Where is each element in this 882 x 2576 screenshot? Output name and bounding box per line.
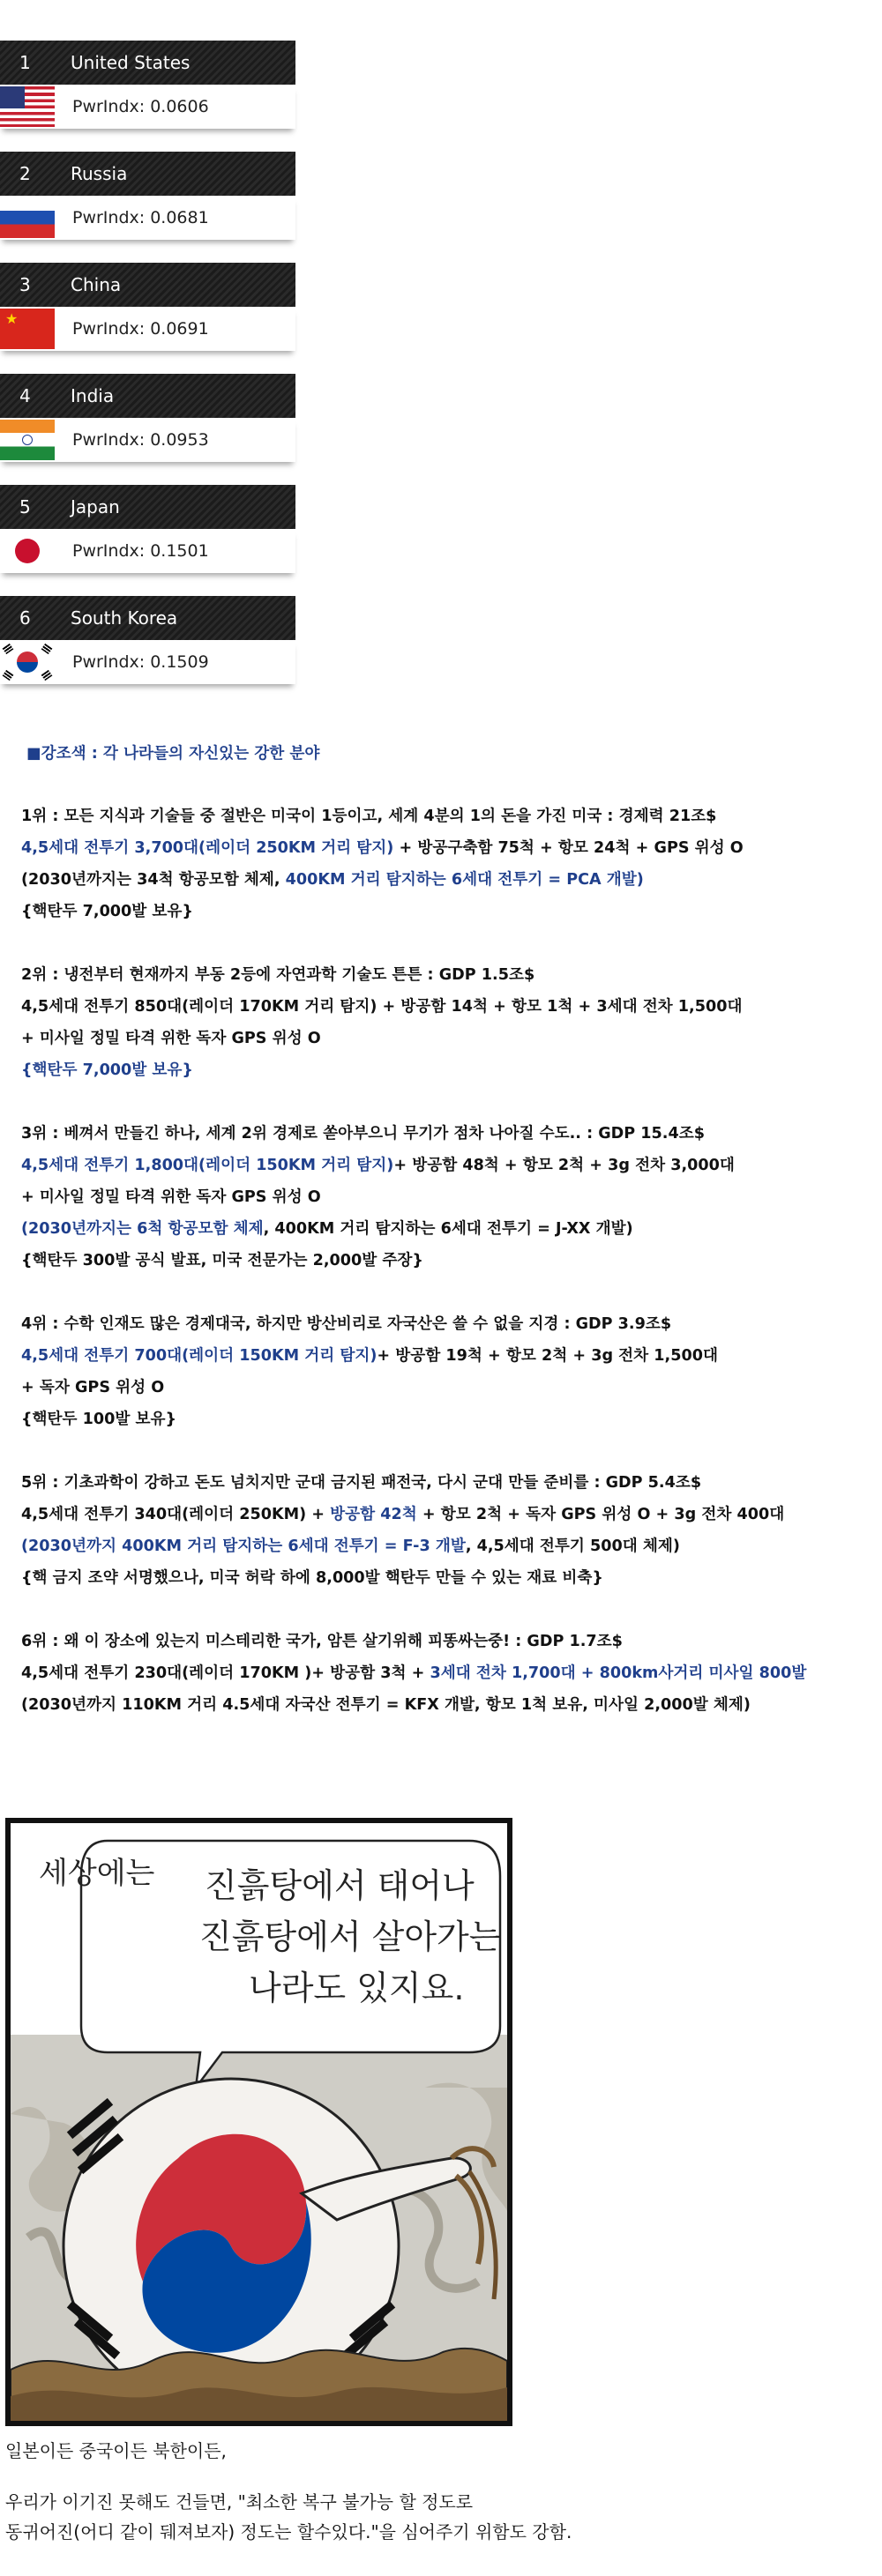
rank2-line3: + 미사일 정밀 타격 위한 독자 GPS 위성 O	[21, 1030, 321, 1047]
rank4-strength: 4,5세대 전투기 700대(레이더 150KM 거리 탐지)	[21, 1347, 377, 1365]
rank-card-body	[0, 307, 295, 351]
power-index: PwrIndx: 0.0691	[72, 319, 209, 339]
rank5-line2-rest: + 항모 2척 + 독자 GPS 위성 O + 3g 전차 400대	[416, 1506, 785, 1523]
rank1-line4: {핵탄두 7,000발 보유}	[21, 903, 193, 920]
rank-card-5	[0, 485, 295, 596]
power-index: PwrIndx: 0.0953	[72, 430, 209, 450]
power-ranking-list	[0, 41, 295, 707]
bubble-text-small: 세상에는	[39, 1856, 155, 1891]
legend-note: ■강조색 : 각 나라들의 자신있는 강한 분야	[26, 745, 320, 763]
rank-number: 1	[19, 52, 31, 73]
rank1-line3-start: (2030년까지는 34척 항공모함 체제,	[21, 871, 286, 889]
country-name: China	[71, 274, 122, 295]
rank-card-header	[0, 596, 295, 640]
rank1-line2	[21, 841, 882, 857]
bubble-text-line1: 진흙탕에서 태어나	[205, 1866, 475, 1905]
rank1-strength-2: 400KM 거리 탐지하는 6세대 전투기 = PCA 개발)	[285, 871, 644, 889]
power-index: PwrIndx: 0.1509	[72, 652, 209, 672]
rank1-line2-rest: + 방공구축함 75척 + 항모 24척 + GPS 위성 O	[393, 839, 744, 857]
country-name: Russia	[71, 163, 128, 184]
rank6-line1: 6위 : 왜 이 장소에 있는지 미스테리한 국가, 암튼 살기위해 피똥싸는중! : GDP 1.7조$	[21, 1633, 623, 1650]
rank-card-header	[0, 263, 295, 307]
rank-card-body	[0, 529, 295, 573]
rank-card-header	[0, 374, 295, 418]
bubble-text-line3: 나라도 있지요.	[249, 1969, 465, 2007]
rank5-line2	[21, 1508, 882, 1523]
rank6-strength: 3세대 전차 1,700대 + 800km사거리 미사일 800발	[430, 1664, 807, 1682]
rank3-line3: + 미사일 정밀 타격 위한 독자 GPS 위성 O	[21, 1188, 321, 1206]
caption-line1: 일본이든 중국이든 북한이든,	[5, 2440, 227, 2461]
rank5-line2-start: 4,5세대 전투기 340대(레이더 250KM) +	[21, 1506, 331, 1523]
rank5-strength: 방공함 42척	[330, 1506, 417, 1523]
rank5-strength-2: (2030년까지 400KM 거리 탐지하는 6세대 전투기 = F-3 개발	[21, 1537, 466, 1555]
rank3-line1: 3위 : 베껴서 만들긴 하나, 세계 2위 경제로 쏟아부으니 무기가 점차 나아질 수도.. : GDP 15.4조$	[21, 1125, 705, 1143]
rank5-line3	[21, 1539, 882, 1555]
caption-line2: 우리가 이기진 못해도 건들면, "최소한 복구 불가능 할 정도로	[5, 2491, 474, 2513]
rank6-line2	[21, 1666, 882, 1682]
rank-number: 4	[19, 385, 31, 406]
korea-flag-icon	[0, 642, 55, 682]
japan-flag-icon	[0, 531, 55, 571]
power-index: PwrIndx: 0.0681	[72, 208, 209, 227]
rank-card-header	[0, 152, 295, 196]
rank2-line2: 4,5세대 전투기 850대(레이더 170KM 거리 탐지) + 방공함 14척 + 항모 1척 + 3세대 전차 1,500대	[21, 998, 743, 1016]
rank5-line4: {핵 금지 조약 서명했으나, 미국 허락 하에 8,000발 핵탄두 만들 수 있는 재료 비축}	[21, 1569, 603, 1587]
us-flag-icon	[0, 86, 55, 127]
taegeuk-icon	[17, 651, 38, 673]
rank-card-body	[0, 640, 295, 684]
country-name: India	[71, 385, 115, 406]
rank-card-2	[0, 152, 295, 263]
rank2-line4: {핵탄두 7,000발 보유}	[21, 1061, 193, 1079]
trigram-icon	[3, 670, 14, 681]
china-flag-icon	[0, 309, 55, 349]
comic-illustration	[11, 1823, 507, 2421]
rank4-line2-rest: + 방공함 19척 + 항모 2척 + 3g 전차 1,500대	[377, 1347, 718, 1365]
country-name: South Korea	[71, 607, 178, 629]
rank4-line2	[21, 1349, 882, 1365]
rank-card-body	[0, 418, 295, 462]
rank-card-1	[0, 41, 295, 152]
power-index: PwrIndx: 0.1501	[72, 541, 209, 561]
rank6-line2-start: 4,5세대 전투기 230대(레이더 170KM )+ 방공함 3척 +	[21, 1664, 430, 1682]
rank6-line3: (2030년까지 110KM 거리 4.5세대 자국산 전투기 = KFX 개발, 항모 1척 보유, 미사일 2,000발 체제)	[21, 1696, 751, 1714]
rank-card-body	[0, 85, 295, 129]
india-flag-icon	[0, 420, 55, 460]
rank3-line5: {핵탄두 300발 공식 발표, 미국 전문가는 2,000발 주장}	[21, 1252, 423, 1269]
rank-card-6	[0, 596, 295, 707]
rank4-line4: {핵탄두 100발 보유}	[21, 1411, 177, 1428]
rank3-strength: 4,5세대 전투기 1,800대(레이더 150KM 거리 탐지)	[21, 1157, 394, 1174]
rank3-line2-rest: + 방공함 48척 + 항모 2척 + 3g 전차 3,000대	[393, 1157, 735, 1174]
country-name: United States	[71, 52, 191, 73]
rank5-line3-rest: , 4,5세대 전투기 500대 체제)	[465, 1537, 680, 1555]
rank1-strength: 4,5세대 전투기 3,700대(레이더 250KM 거리 탐지)	[21, 839, 394, 857]
rank4-line3: + 독자 GPS 위성 O	[21, 1379, 165, 1396]
rank-card-4	[0, 374, 295, 485]
rank-card-header	[0, 41, 295, 85]
rank4-line1: 4위 : 수학 인재도 많은 경제대국, 하지만 방산비리로 자국산은 쓸 수 없을 지경 : GDP 3.9조$	[21, 1315, 672, 1333]
rank-card-body	[0, 196, 295, 240]
country-name: Japan	[71, 496, 120, 517]
rank-card-3	[0, 263, 295, 374]
rank3-line4-rest: , 400KM 거리 탐지하는 6세대 전투기 = J-XX 개발)	[263, 1220, 633, 1238]
bubble-text-line2: 진흙탕에서 살아가는	[199, 1917, 502, 1956]
rank1-line1: 1위 : 모든 지식과 기술들 중 절반은 미국이 1등이고, 세계 4분의 1의 돈을 가진 미국 : 경제력 21조$	[21, 808, 717, 825]
trigram-icon	[41, 644, 53, 654]
rank3-line4	[21, 1222, 882, 1238]
power-index: PwrIndx: 0.0606	[72, 97, 209, 116]
rank-number: 2	[19, 163, 31, 184]
rank1-line3	[21, 873, 882, 889]
trigram-icon	[41, 670, 53, 681]
comic-panel	[5, 1818, 512, 2426]
rank5-line1: 5위 : 기초과학이 강하고 돈도 넘치지만 군대 금지된 패전국, 다시 군대 만들 준비를 : GDP 5.4조$	[21, 1474, 702, 1492]
rank-card-header	[0, 485, 295, 529]
rank3-strength-2: (2030년까지는 6척 항공모함 체제	[21, 1220, 264, 1238]
rank3-line2	[21, 1158, 882, 1174]
trigram-icon	[3, 644, 14, 654]
rank-number: 6	[19, 607, 31, 629]
rank2-line1: 2위 : 냉전부터 현재까지 부동 2등에 자연과학 기술도 튼튼 : GDP 1.5조$	[21, 966, 535, 984]
russia-flag-icon	[0, 197, 55, 238]
rank-number: 3	[19, 274, 31, 295]
caption-line3: 동귀어진(어디 같이 뒈져보자) 정도는 할수있다."을 심어주기 위함도 강함.	[5, 2521, 572, 2542]
rank-number: 5	[19, 496, 31, 517]
